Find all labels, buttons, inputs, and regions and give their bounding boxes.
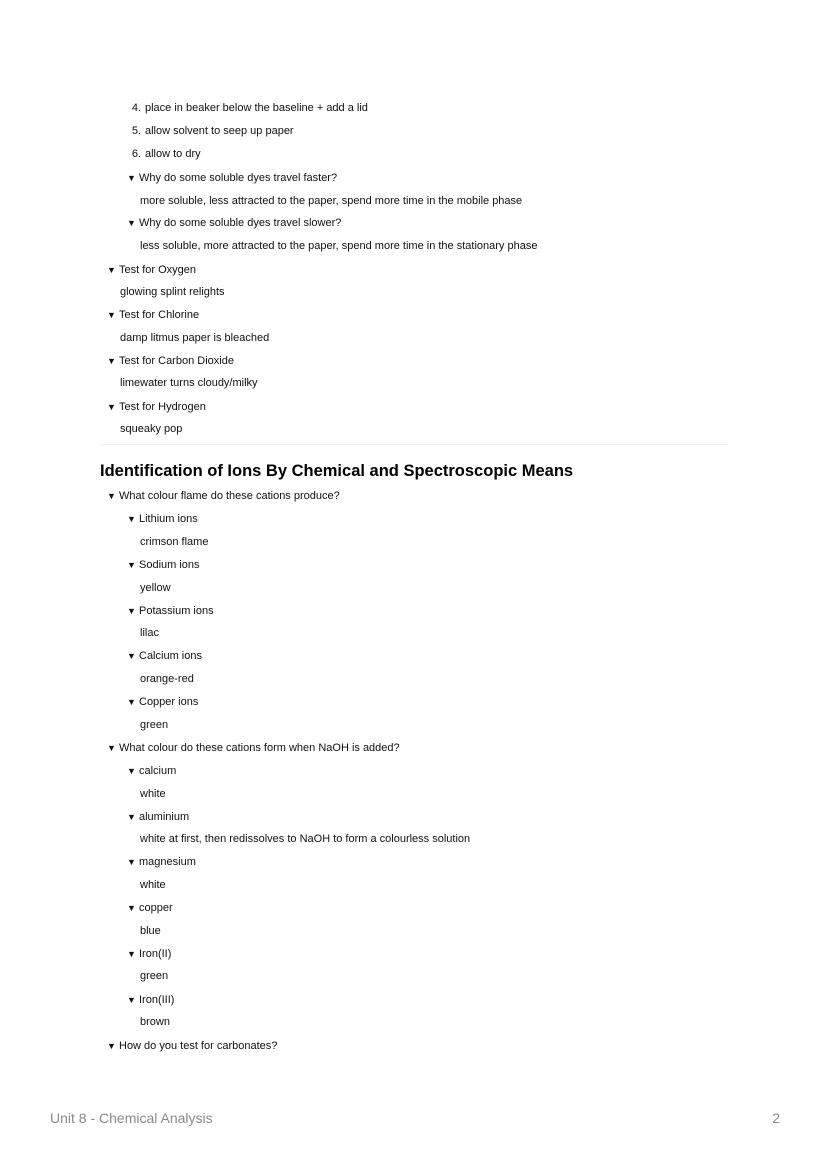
toggle-answer: less soluble, more attracted to the paper, spend more time in the stationary phase bbox=[140, 240, 538, 252]
list-item: 6. allow to dry bbox=[131, 148, 201, 160]
toggle-triangle-icon[interactable]: ▼ bbox=[107, 1041, 116, 1051]
page-number: 2 bbox=[772, 1110, 780, 1126]
toggle-flame-question[interactable]: ▼ What colour flame do these cations produce? bbox=[107, 490, 340, 502]
toggle-answer: white bbox=[140, 879, 166, 891]
toggle-slower-dyes[interactable]: ▼ Why do some soluble dyes travel slower? bbox=[127, 217, 342, 229]
toggle-triangle-icon[interactable]: ▼ bbox=[127, 903, 136, 913]
toggle-answer: more soluble, less attracted to the paper, spend more time in the mobile phase bbox=[140, 195, 523, 207]
toggle-triangle-icon[interactable]: ▼ bbox=[127, 218, 136, 228]
toggle-answer: crimson flame bbox=[140, 536, 209, 548]
footer-title: Unit 8 - Chemical Analysis bbox=[50, 1110, 213, 1126]
toggle-naoh-question[interactable]: ▼ What colour do these cations form when NaOH is added? bbox=[107, 742, 400, 754]
toggle-copper[interactable]: ▼ Copper ions bbox=[127, 696, 199, 708]
section-heading: Identification of Ions By Chemical and Spectroscopic Means bbox=[100, 462, 574, 480]
toggle-triangle-icon[interactable]: ▼ bbox=[127, 697, 136, 707]
toggle-answer: white bbox=[140, 788, 166, 800]
toggle-answer: orange-red bbox=[140, 673, 194, 685]
toggle-triangle-icon[interactable]: ▼ bbox=[127, 514, 136, 524]
toggle-triangle-icon[interactable]: ▼ bbox=[127, 766, 136, 776]
toggle-faster-dyes[interactable]: ▼ Why do some soluble dyes travel faster? bbox=[127, 172, 338, 184]
toggle-carbonates-question[interactable]: ▼ How do you test for carbonates? bbox=[107, 1040, 278, 1052]
toggle-answer: squeaky pop bbox=[120, 423, 183, 435]
toggle-naoh-magnesium[interactable]: ▼ magnesium bbox=[127, 856, 196, 868]
toggle-triangle-icon[interactable]: ▼ bbox=[107, 310, 116, 320]
toggle-answer: green bbox=[140, 719, 169, 731]
toggle-test-hydrogen[interactable]: ▼ Test for Hydrogen bbox=[107, 401, 206, 413]
toggle-naoh-copper[interactable]: ▼ copper bbox=[127, 902, 173, 914]
toggle-answer: lilac bbox=[140, 627, 159, 639]
toggle-triangle-icon[interactable]: ▼ bbox=[127, 560, 136, 570]
toggle-sodium[interactable]: ▼ Sodium ions bbox=[127, 559, 200, 571]
toggle-answer: blue bbox=[140, 925, 161, 937]
toggle-triangle-icon[interactable]: ▼ bbox=[107, 265, 116, 275]
toggle-triangle-icon[interactable]: ▼ bbox=[127, 949, 136, 959]
toggle-naoh-iron-ii[interactable]: ▼ Iron(II) bbox=[127, 948, 172, 960]
toggle-calcium[interactable]: ▼ Calcium ions bbox=[127, 650, 202, 662]
list-item: 5. allow solvent to seep up paper bbox=[131, 125, 294, 137]
toggle-answer: glowing splint relights bbox=[120, 286, 225, 298]
toggle-answer: damp litmus paper is bleached bbox=[120, 332, 270, 344]
toggle-triangle-icon[interactable]: ▼ bbox=[127, 606, 136, 616]
toggle-triangle-icon[interactable]: ▼ bbox=[107, 743, 116, 753]
toggle-triangle-icon[interactable]: ▼ bbox=[127, 995, 136, 1005]
toggle-triangle-icon[interactable]: ▼ bbox=[127, 857, 136, 867]
toggle-answer: yellow bbox=[140, 582, 171, 594]
toggle-test-oxygen[interactable]: ▼ Test for Oxygen bbox=[107, 264, 197, 276]
toggle-triangle-icon[interactable]: ▼ bbox=[127, 812, 136, 822]
toggle-answer: limewater turns cloudy/milky bbox=[120, 377, 258, 389]
toggle-triangle-icon[interactable]: ▼ bbox=[127, 651, 136, 661]
toggle-triangle-icon[interactable]: ▼ bbox=[107, 491, 116, 501]
list-item: 4. place in beaker below the baseline + add a lid bbox=[131, 102, 368, 114]
toggle-triangle-icon[interactable]: ▼ bbox=[107, 356, 116, 366]
toggle-answer: brown bbox=[140, 1016, 170, 1028]
toggle-naoh-iron-iii[interactable]: ▼ Iron(III) bbox=[127, 994, 175, 1006]
toggle-answer: white at first, then redissolves to NaOH to form a colourless solution bbox=[140, 833, 471, 845]
toggle-naoh-aluminium[interactable]: ▼ aluminium bbox=[127, 811, 190, 823]
toggle-naoh-calcium[interactable]: ▼ calcium bbox=[127, 765, 177, 777]
toggle-test-carbon-dioxide[interactable]: ▼ Test for Carbon Dioxide bbox=[107, 355, 234, 367]
toggle-answer: green bbox=[140, 970, 169, 982]
toggle-potassium[interactable]: ▼ Potassium ions bbox=[127, 605, 214, 617]
toggle-triangle-icon[interactable]: ▼ bbox=[107, 402, 116, 412]
toggle-test-chlorine[interactable]: ▼ Test for Chlorine bbox=[107, 309, 200, 321]
divider bbox=[100, 444, 728, 445]
toggle-triangle-icon[interactable]: ▼ bbox=[127, 173, 136, 183]
toggle-lithium[interactable]: ▼ Lithium ions bbox=[127, 513, 198, 525]
